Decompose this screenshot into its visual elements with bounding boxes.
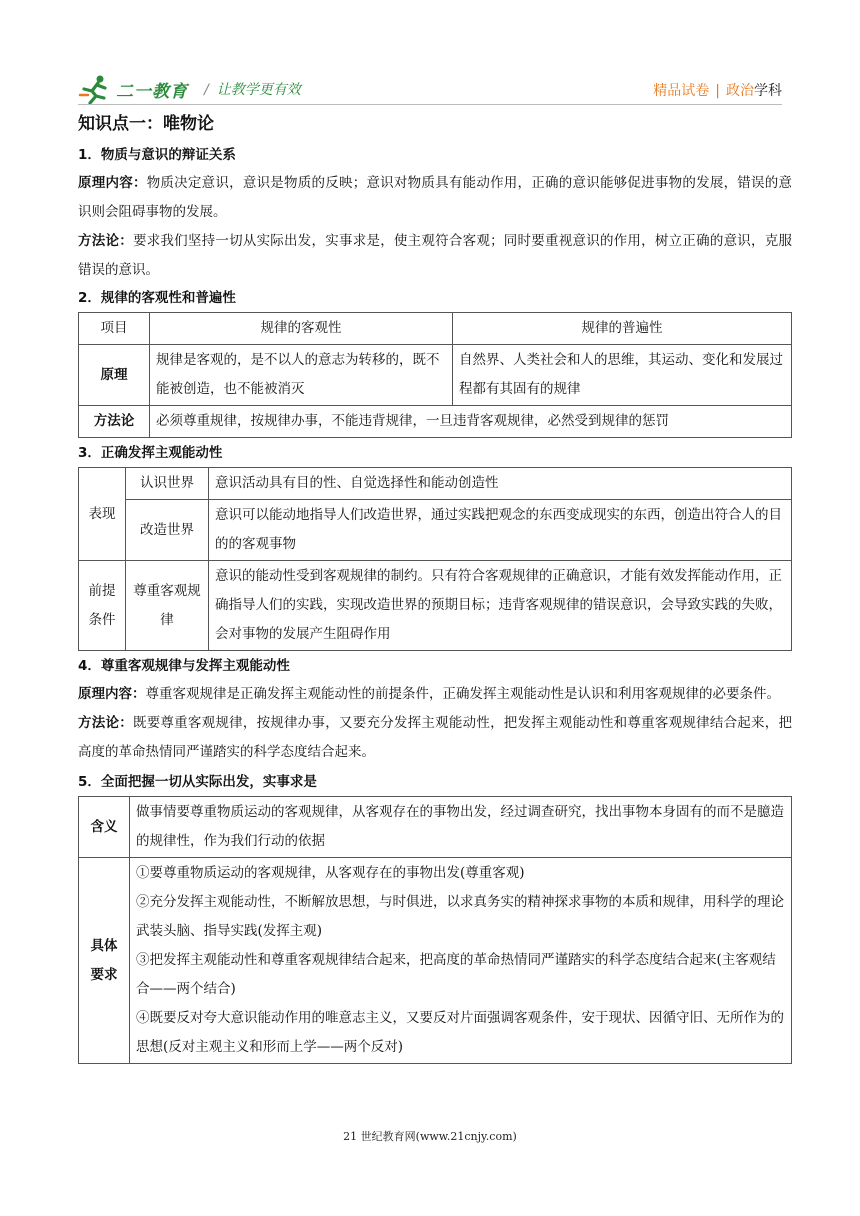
practice-requirements-label: 具体要求 bbox=[79, 858, 130, 1064]
initiative-group-expression: 表现 bbox=[79, 468, 126, 561]
s4-principle bbox=[78, 680, 792, 709]
law-table bbox=[78, 312, 792, 438]
slogan: / 让教学更有效 bbox=[204, 82, 301, 98]
header-divider bbox=[78, 104, 782, 105]
s1-method-label: 方法论： bbox=[78, 233, 133, 249]
runner-logo-icon bbox=[78, 74, 114, 104]
requirement-item: ③把发挥主观能动性和尊重客观规律结合起来，把高度的革命热情同严谨踏实的科学态度结合起来(主客观结合——两个结合) bbox=[136, 952, 776, 997]
header-subject-b: 学科 bbox=[754, 83, 782, 99]
initiative-table bbox=[78, 467, 792, 651]
law-row-principle-label: 原理 bbox=[79, 345, 150, 406]
page-header bbox=[78, 74, 782, 104]
initiative-respect-text: 意识的能动性受到客观规律的制约。只有符合客观规律的正确意识，才能有效发挥能动作用，正确指导人们的实践，实现改造世界的预期目标；违背客观规律的错误意识，会导致实践的失败，会对事物的发展产生阻碍作用 bbox=[209, 561, 792, 651]
law-objectivity-text: 规律是客观的，是不以人的意志为转移的，既不能被创造，也不能被消灭 bbox=[150, 345, 453, 406]
requirement-item: ①要尊重物质运动的客观规律，从客观存在的事物出发(尊重客观) bbox=[136, 865, 525, 881]
law-header-objectivity: 规律的客观性 bbox=[150, 313, 453, 345]
initiative-know-label: 认识世界 bbox=[126, 468, 209, 500]
heading-5: 5．全面把握一切从实际出发，实事求是 bbox=[78, 774, 317, 790]
law-universality-text: 自然界、人类社会和人的思维，其运动、变化和发展过程都有其固有的规律 bbox=[453, 345, 792, 406]
logo-text: 二一教育 bbox=[116, 81, 188, 102]
requirement-item: ②充分发挥主观能动性，不断解放思想，与时俱进，以求真务实的精神探求事物的本质和规律，用科学的理论武装头脑、指导实践(发挥主观) bbox=[136, 894, 784, 939]
logo bbox=[78, 74, 301, 104]
s4-method-label: 方法论： bbox=[78, 715, 133, 731]
s1-method-text: 要求我们坚持一切从实际出发，实事求是，使主观符合客观；同时要重视意识的作用，树立正确的意识，克服错误的意识。 bbox=[78, 233, 793, 278]
initiative-respect-label: 尊重客观规律 bbox=[126, 561, 209, 651]
header-separator: | bbox=[715, 83, 720, 99]
initiative-group-premise: 前提条件 bbox=[79, 561, 126, 651]
header-prefix: 精品试卷 bbox=[653, 83, 710, 99]
section-title: 知识点一：唯物论 bbox=[78, 114, 214, 134]
law-header-universality: 规律的普遍性 bbox=[453, 313, 792, 345]
header-subject bbox=[653, 80, 782, 100]
header-subject-a: 政治 bbox=[726, 83, 754, 99]
page-footer: 21 世纪教育网(www.21cnjy.com) bbox=[343, 1130, 517, 1143]
s4-principle-label: 原理内容： bbox=[78, 686, 146, 702]
heading-1: 1．物质与意识的辩证关系 bbox=[78, 147, 236, 163]
heading-2: 2．规律的客观性和普遍性 bbox=[78, 290, 236, 306]
initiative-transform-text: 意识可以能动地指导人们改造世界，通过实践把观念的东西变成现实的东西，创造出符合人的目的的客观事物 bbox=[209, 500, 792, 561]
document-body bbox=[78, 110, 792, 1064]
requirement-item: ④既要反对夸大意识能动作用的唯意志主义，又要反对片面强调客观条件，安于现状、因循守旧、无所作为的思想(反对主观主义和形而上学——两个反对) bbox=[136, 1010, 784, 1055]
s4-method bbox=[78, 709, 792, 767]
s4-principle-text: 尊重客观规律是正确发挥主观能动性的前提条件，正确发挥主观能动性是认识和利用客观规律的必要条件。 bbox=[145, 686, 780, 702]
law-row-method-label: 方法论 bbox=[79, 406, 150, 438]
s1-principle-text: 物质决定意识，意识是物质的反映；意识对物质具有能动作用，正确的意识能够促进事物的发展，错误的意识则会阻碍事物的发展。 bbox=[78, 175, 793, 220]
s1-method bbox=[78, 227, 792, 285]
s4-method-text: 既要尊重客观规律，按规律办事，又要充分发挥主观能动性，把发挥主观能动性和尊重客观规律结合起来，把高度的革命热情同严谨踏实的科学态度结合起来。 bbox=[78, 715, 793, 760]
law-method-text: 必须尊重规律，按规律办事，不能违背规律，一旦违背客观规律，必然受到规律的惩罚 bbox=[150, 406, 792, 438]
law-header-item: 项目 bbox=[79, 313, 150, 345]
practice-meaning-label: 含义 bbox=[79, 797, 130, 858]
slogan-text: 让教学更有效 bbox=[216, 82, 301, 98]
s1-principle bbox=[78, 169, 792, 227]
practice-meaning-text: 做事情要尊重物质运动的客观规律，从客观存在的事物出发，经过调查研究，找出事物本身固有的而不是臆造的规律性，作为我们行动的依据 bbox=[130, 797, 792, 858]
practice-table bbox=[78, 796, 792, 1064]
heading-3: 3．正确发挥主观能动性 bbox=[78, 445, 223, 461]
practice-requirements bbox=[130, 858, 792, 1064]
s1-principle-label: 原理内容： bbox=[78, 175, 147, 191]
initiative-know-text: 意识活动具有目的性、自觉选择性和能动创造性 bbox=[209, 468, 792, 500]
heading-4: 4．尊重客观规律与发挥主观能动性 bbox=[78, 658, 290, 674]
initiative-transform-label: 改造世界 bbox=[126, 500, 209, 561]
